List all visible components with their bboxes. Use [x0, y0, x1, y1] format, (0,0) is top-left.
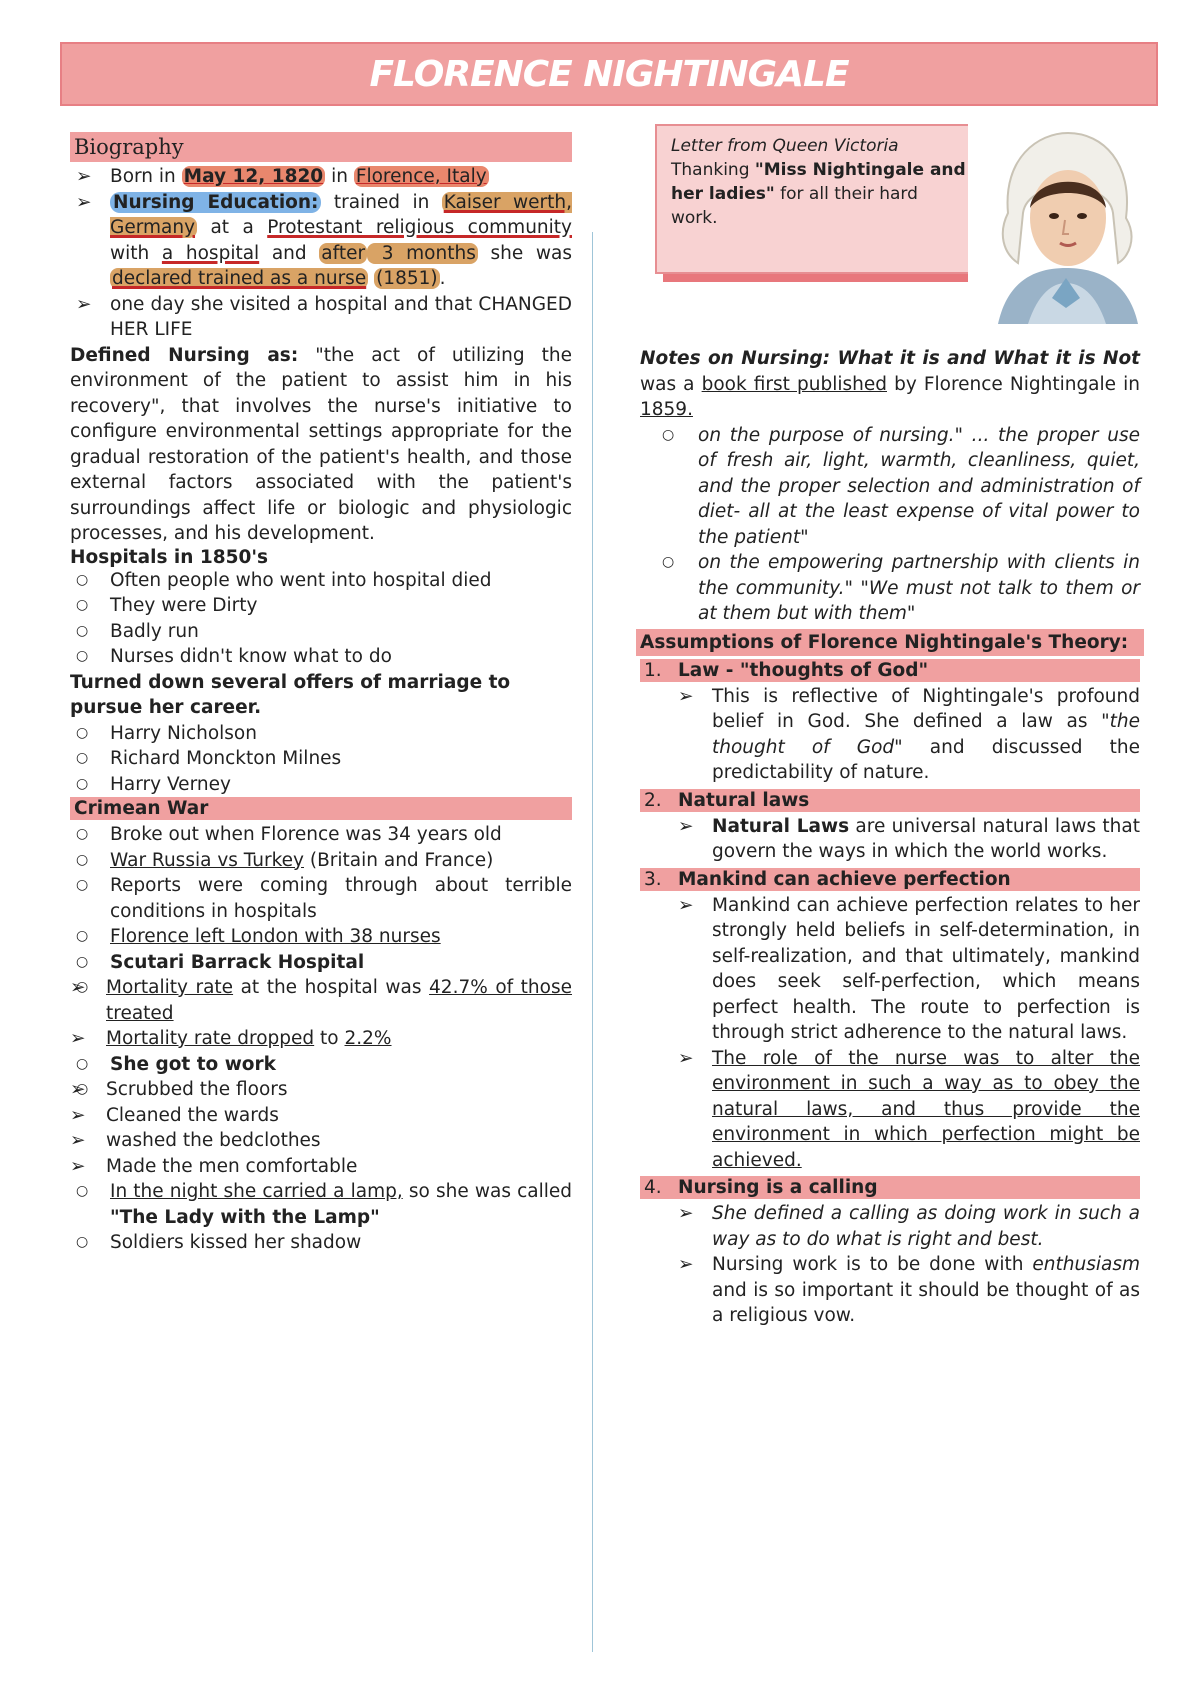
list-item: ➢ Made the men comfortable: [68, 1154, 572, 1180]
list-item: ➢ Mortality rate dropped to 2.2%: [68, 1026, 572, 1052]
list-item: ➢ washed the bedclothes: [68, 1128, 572, 1154]
list-item: ➢ ○ Mortality rate at the hospital was 42.7% of those treated: [68, 975, 572, 1026]
list-item: ○ on the empowering partnership with clients in the community." "We must not talk to them or at them but with them": [640, 550, 1140, 627]
notes-list: [640, 423, 1140, 627]
list-item: ○ They were Dirty: [34, 593, 572, 619]
education-community: Protestant religious community: [267, 217, 572, 238]
list-item: ➢ The role of the nurse was to alter the environment in such a way as to obey the natural laws, and thus provide the environment in which perfection might be achieved.: [636, 1046, 1140, 1174]
list-item: ○ She got to work: [34, 1052, 572, 1078]
list-item: ○ Broke out when Florence was 34 years old: [34, 822, 572, 848]
crimean-list: [34, 822, 572, 1256]
list-item: ○ Richard Monckton Milnes: [34, 746, 572, 772]
letter-text: Thanking "Miss Nightingale and her ladies" for all their hard work.: [671, 160, 966, 228]
list-item: ○ Nurses didn't know what to do: [34, 644, 572, 670]
list-item: ➢ Mankind can achieve perfection relates to her strongly held beliefs in self-determination, in self-realization, and that ultimately, mankind does seek self-perfection, which means perfect health. The route to perfection is through strict adherence to the natural laws.: [636, 893, 1140, 1046]
list-item: ○ Soldiers kissed her shadow: [34, 1230, 572, 1256]
list-item: ➢ ○ Scrubbed the floors: [68, 1077, 572, 1103]
assumption-calling: 4. Nursing is a calling: [640, 1176, 1140, 1199]
page-title: FLORENCE NIGHTINGALE: [369, 53, 849, 95]
column-divider: [592, 232, 593, 1652]
list-item: ○ Often people who went into hospital died: [34, 568, 572, 594]
marriage-list: [34, 721, 572, 798]
assumptions-heading: Assumptions of Florence Nightingale's Theory:: [636, 629, 1144, 656]
hospitals-heading: Hospitals in 1850's: [70, 546, 269, 568]
list-item: ○ on the purpose of nursing." ... the proper use of fresh air, light, warmth, cleanliness, quiet, and the proper selection and administration of diet- all at the least expense of vital power to the patient": [640, 423, 1140, 551]
assumption-mankind: 3. Mankind can achieve perfection: [640, 868, 1140, 891]
sub-list: [34, 1077, 572, 1179]
left-column: [70, 132, 572, 1256]
list-item: ➢ She defined a calling as doing work in such a way as to do what is right and best.: [636, 1201, 1140, 1252]
letter-box: [655, 124, 985, 274]
list-item: ○ War Russia vs Turkey (Britain and France): [34, 848, 572, 874]
one-day-item: ➢ one day she visited a hospital and that CHANGED HER LIFE: [34, 292, 572, 343]
list-item: ➢ Nursing work is to be done with enthusiasm and is so important it should be thought of as a religious vow.: [636, 1252, 1140, 1329]
list-item: ➢ Natural Laws are universal natural laws that govern the ways in which the world works.: [636, 814, 1140, 865]
letter-heading: Letter from Queen Victoria: [671, 136, 899, 156]
biography-heading: Biography: [70, 132, 572, 162]
notes-on-nursing: Notes on Nursing: What it is and What it is Not was a book first published by Florence Nightingale in 1859.: [640, 348, 1140, 420]
assumption-law: 1. Law - "thoughts of God": [640, 659, 1140, 682]
list-item: ○ Harry Verney: [34, 772, 572, 798]
assumption-natural: 2. Natural laws: [640, 789, 1140, 812]
right-column: [640, 346, 1140, 1329]
list-item: ○ Scutari Barrack Hospital: [34, 950, 572, 976]
list-item: ○ Florence left London with 38 nurses: [34, 924, 572, 950]
list-item: ➢ This is reflective of Nightingale's profound belief in God. She defined a law as "the thought of God" and discussed the predictability of nature.: [636, 684, 1140, 786]
list-item: ○ Harry Nicholson: [34, 721, 572, 747]
born-item: ➢ Born in May 12, 1820 in Florence, Italy: [34, 164, 572, 190]
defined-nursing: Defined Nursing as: "the act of utilizing the environment of the patient to assist him in his recovery", that involves the nurse's initiative to configure environmental settings appropriate for the gradual restoration of the patient's health, and those external factors associated with the patient's surroundings affect life or biologic and physiologic processes, and his development.: [70, 344, 572, 544]
sub-list: [34, 975, 572, 1052]
education-label: Nursing Education:: [110, 192, 321, 213]
education-place: Kaiser werth, Germany: [110, 191, 572, 238]
born-place: Florence, Italy: [355, 166, 487, 187]
list-item: ○ Badly run: [34, 619, 572, 645]
list-item: ○ In the night she carried a lamp, so she was called "The Lady with the Lamp": [34, 1179, 572, 1230]
hospitals-list: [34, 568, 572, 670]
crimean-heading: Crimean War: [70, 797, 572, 820]
education-item: ➢ Nursing Education: trained in Kaiser werth, Germany at a Protestant religious community with a hospital and after 3 months she was declared trained as a nurse (1851) .: [34, 190, 572, 292]
list-item: ➢ Cleaned the wards: [68, 1103, 572, 1129]
born-date: May 12, 1820: [183, 166, 324, 187]
title-banner: [60, 42, 1158, 106]
list-item: ○ Reports were coming through about terrible conditions in hospitals: [34, 873, 572, 924]
portrait-image: [968, 118, 1164, 324]
marriage-heading: Turned down several offers of marriage to pursue her career.: [70, 671, 511, 718]
biography-list: [34, 164, 572, 343]
